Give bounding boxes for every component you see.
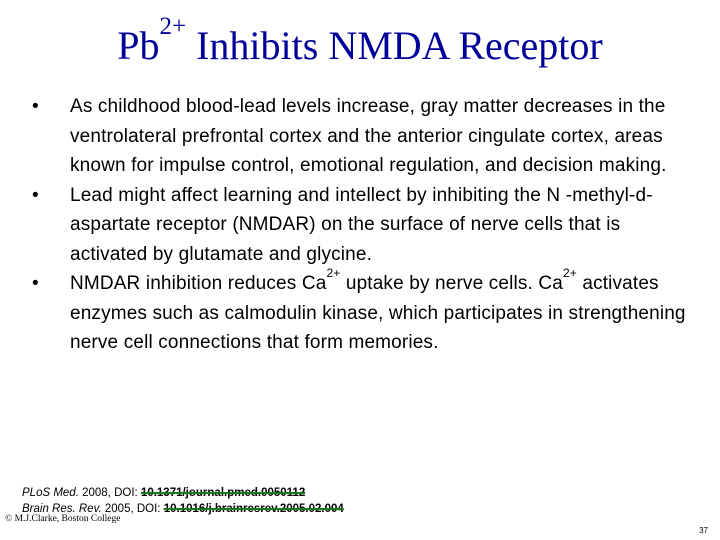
bullet-text: Lead might affect learning and intellect by inhibiting the N -methyl-d-aspartate receptor (NMDAR) on the surface of nerve cells that is activated by glutamate and glycine.: [70, 184, 653, 265]
copyright-notice: © M.J.Clarke, Boston College: [5, 514, 121, 524]
calcium-charge-superscript: 2+: [562, 266, 577, 280]
bullet-text: [70, 266, 686, 353]
bullet-text: As childhood blood-lead levels increase, gray matter decreases in the ventrolateral prefrontal cortex and the anterior cingulate cortex, areas known for impulse control, emotional regulation, and decision making.: [70, 96, 667, 176]
title-rest: Inhibits NMDA Receptor: [186, 23, 603, 68]
bullet-text-part: NMDAR inhibition reduces Ca: [70, 273, 327, 294]
bullet-marker: •: [32, 96, 39, 117]
reference-details: 2005, DOI:: [101, 503, 164, 515]
reference-doi-link[interactable]: 10.1371/journal.pmed.0050112: [140, 487, 306, 499]
reference-doi-link[interactable]: 10.1016/j.brainresrev.2005.02.004: [163, 503, 344, 515]
bullet-marker: •: [32, 273, 39, 294]
calcium-charge-superscript: 2+: [326, 266, 341, 280]
page-number: 37: [699, 526, 708, 535]
bullet-marker: •: [32, 184, 39, 206]
bullet-list: [30, 92, 690, 358]
reference-journal: PLoS Med.: [22, 487, 79, 499]
reference-journal: Brain Res. Rev.: [22, 503, 102, 515]
title-base: Pb: [117, 23, 160, 68]
references: [22, 485, 344, 517]
title-superscript: 2+: [159, 13, 187, 40]
bullet-item: [30, 92, 690, 181]
slide-title: [0, 13, 720, 74]
reference-item: [22, 485, 344, 501]
bullet-text-part: uptake by nerve cells. Ca: [340, 273, 563, 294]
bullet-item: [30, 266, 690, 358]
reference-details: 2008, DOI:: [78, 487, 141, 499]
bullet-text-part: activates enzymes such as calmodulin kinase, which participates in strengthening nerve cell connections that form memories.: [70, 273, 686, 353]
bullet-item: [30, 181, 690, 270]
